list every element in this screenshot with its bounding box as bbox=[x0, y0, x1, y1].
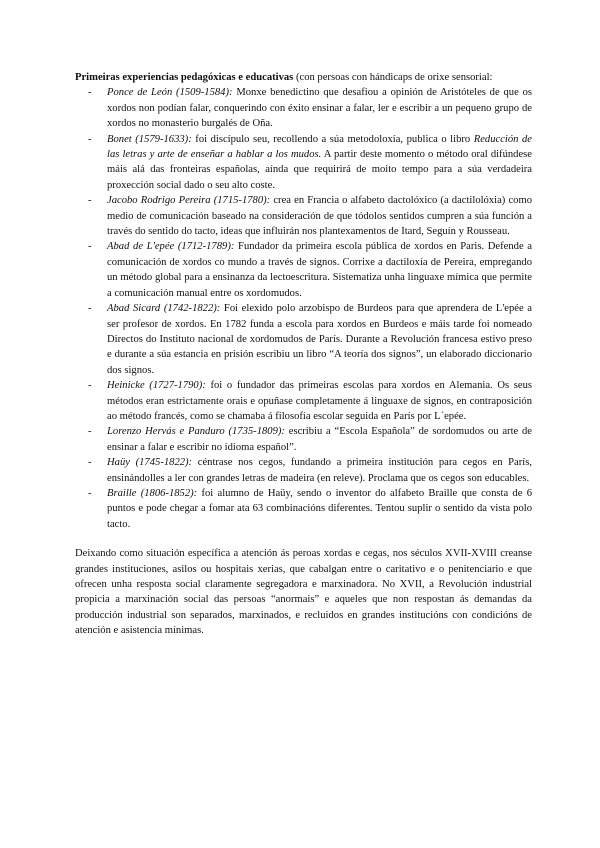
figure-name: Abad de L'epée (1712-1789): bbox=[107, 241, 235, 253]
list-bullet: - bbox=[88, 241, 92, 253]
figure-name: Jacobo Rodrigo Pereira (1715-1780): bbox=[107, 195, 271, 207]
list-item bbox=[75, 455, 532, 486]
figure-name: Haüy (1745-1822): bbox=[107, 457, 193, 469]
figure-description-continued: A partir deste momento o método oral difúndese máis alá das fronteiras españolas, aínda que requirirá de moito tempo para a súa verdadeira proxección social dado o seu alto coste. bbox=[107, 149, 533, 191]
list-bullet: - bbox=[88, 457, 92, 469]
list-bullet: - bbox=[88, 426, 92, 438]
figure-description: Monxe benedictino que desafiou a opinión de Aristóteles de que os xordos non podían falar, conquerindo con éxito ensinar a falar, ler e escribir a un pequeno grupo de xordos no monasterio burgalés de Oña. bbox=[107, 87, 532, 130]
list-item bbox=[75, 301, 532, 378]
figure-name: Bonet (1579-1633): bbox=[107, 133, 192, 145]
list-item bbox=[75, 378, 532, 424]
list-item bbox=[75, 132, 532, 194]
list-item bbox=[75, 486, 532, 532]
figure-name: Braille (1806-1852): bbox=[107, 487, 198, 499]
figure-name: Lorenzo Hervás e Panduro (1735-1809): bbox=[107, 426, 285, 438]
figure-description: foi o fundador das primeiras escolas para xordos en Alemania. Os seus métodos eran estrictamente orais e opuñase completamente á linguaxe de signos, en contraposición ao método francés, como se chamaba á filosofía escolar seguida en París por L´epée. bbox=[107, 380, 533, 422]
list-bullet: - bbox=[88, 303, 92, 315]
list-bullet: - bbox=[88, 87, 92, 99]
figure-name: Abad Sicard (1742-1822): bbox=[107, 303, 221, 315]
document-page bbox=[75, 70, 532, 639]
list-bullet: - bbox=[88, 380, 92, 392]
book-title: Reducción de las letras y arte de enseñar a hablar a los mudos. bbox=[107, 133, 533, 161]
figure-description: céntrase nos cegos, fundando a primeira institución para cegos en París, ensinándolles a ler con grandes letras de madeira (en releve). Proclama que os cegos son educables. bbox=[107, 457, 532, 484]
list-bullet: - bbox=[88, 487, 92, 499]
closing-paragraph: Deixando como situación específica a atención ás peroas xordas e cegas, nos séculos XVII-XVIII creanse grandes instituciones, asilos ou hospitais xerias, que cabalgan entre o caritativo e o penitenciario e que ofrecen unha resposta social claramente segregadora e marxinadora. No XVII, a Revolución industrial propicia a marxinación social das persoas “anormais” e aqueles que non respostan ás demandas da producción industrial son separados, marxinados, e recluidos en grandes institucións con condicións de atención e asistencia mínimas. bbox=[75, 548, 532, 637]
intro-paragraph bbox=[75, 70, 532, 85]
historical-figures-list bbox=[75, 85, 532, 532]
figure-description: Fundador da primeira escola pública de xordos en Paris. Defende a comunicación de xordos co mundo a través de signos. Corrixe a dactiloxía de Pereira, empregando un método global para a ensinanza da lectoescritura. Sistematiza unha linguaxe mímica que permite a comunicación manual entre os xordomudos. bbox=[107, 241, 532, 299]
list-item bbox=[75, 85, 532, 131]
section-title: Primeiras experiencias pedagóxicas e educativas bbox=[75, 72, 294, 83]
list-bullet: - bbox=[88, 195, 92, 207]
list-item bbox=[75, 193, 532, 239]
figure-description: foi discípulo seu, recollendo a súa metodoloxía, publica o libro bbox=[191, 133, 474, 145]
figure-description: foi alumno de Haüy, sendo o inventor do alfabeto Braille que consta de 6 puntos e pode chegar a fomar ata 63 combinacións diferentes. Tentou suplir o sentido da vista polo tacto. bbox=[107, 487, 532, 530]
figure-description: crea en Francia o alfabeto dactolóxico (a dactilolóxia) como medio de comunicación baseado na consideración de que tódolos sentidos cumpren a súa función a través do sentido do tacto, ideas que influirán nos plantexamentos de Itard, Seguín y Rousseau. bbox=[107, 195, 533, 238]
list-bullet: - bbox=[88, 133, 92, 145]
intro-text: (con persoas con hándicaps de orixe sensorial: bbox=[293, 72, 493, 83]
figure-name: Heinicke (1727-1790): bbox=[107, 380, 206, 392]
figure-description: Foi elexido polo arzobispo de Burdeos para que aprendera de L'epée a ser profesor de xordos. En 1782 funda a escola para xordos en Burdeos e máis tarde foi nomeado Directos do Instituto nacional de xordomudos de París. Durante a Revolución francesa estivo preso e durante a súa estancia en prisión escribiu un libro “A teoría dos signos”, un elaborado diccionario dos signos. bbox=[107, 303, 532, 376]
list-item bbox=[75, 239, 532, 301]
figure-description: escribiu a “Escola Española” de sordomudos ou arte de ensinar a falar e escribir no idioma español”. bbox=[107, 426, 532, 453]
list-item bbox=[75, 424, 532, 455]
figure-name: Ponce de León (1509-1584): bbox=[107, 87, 233, 99]
